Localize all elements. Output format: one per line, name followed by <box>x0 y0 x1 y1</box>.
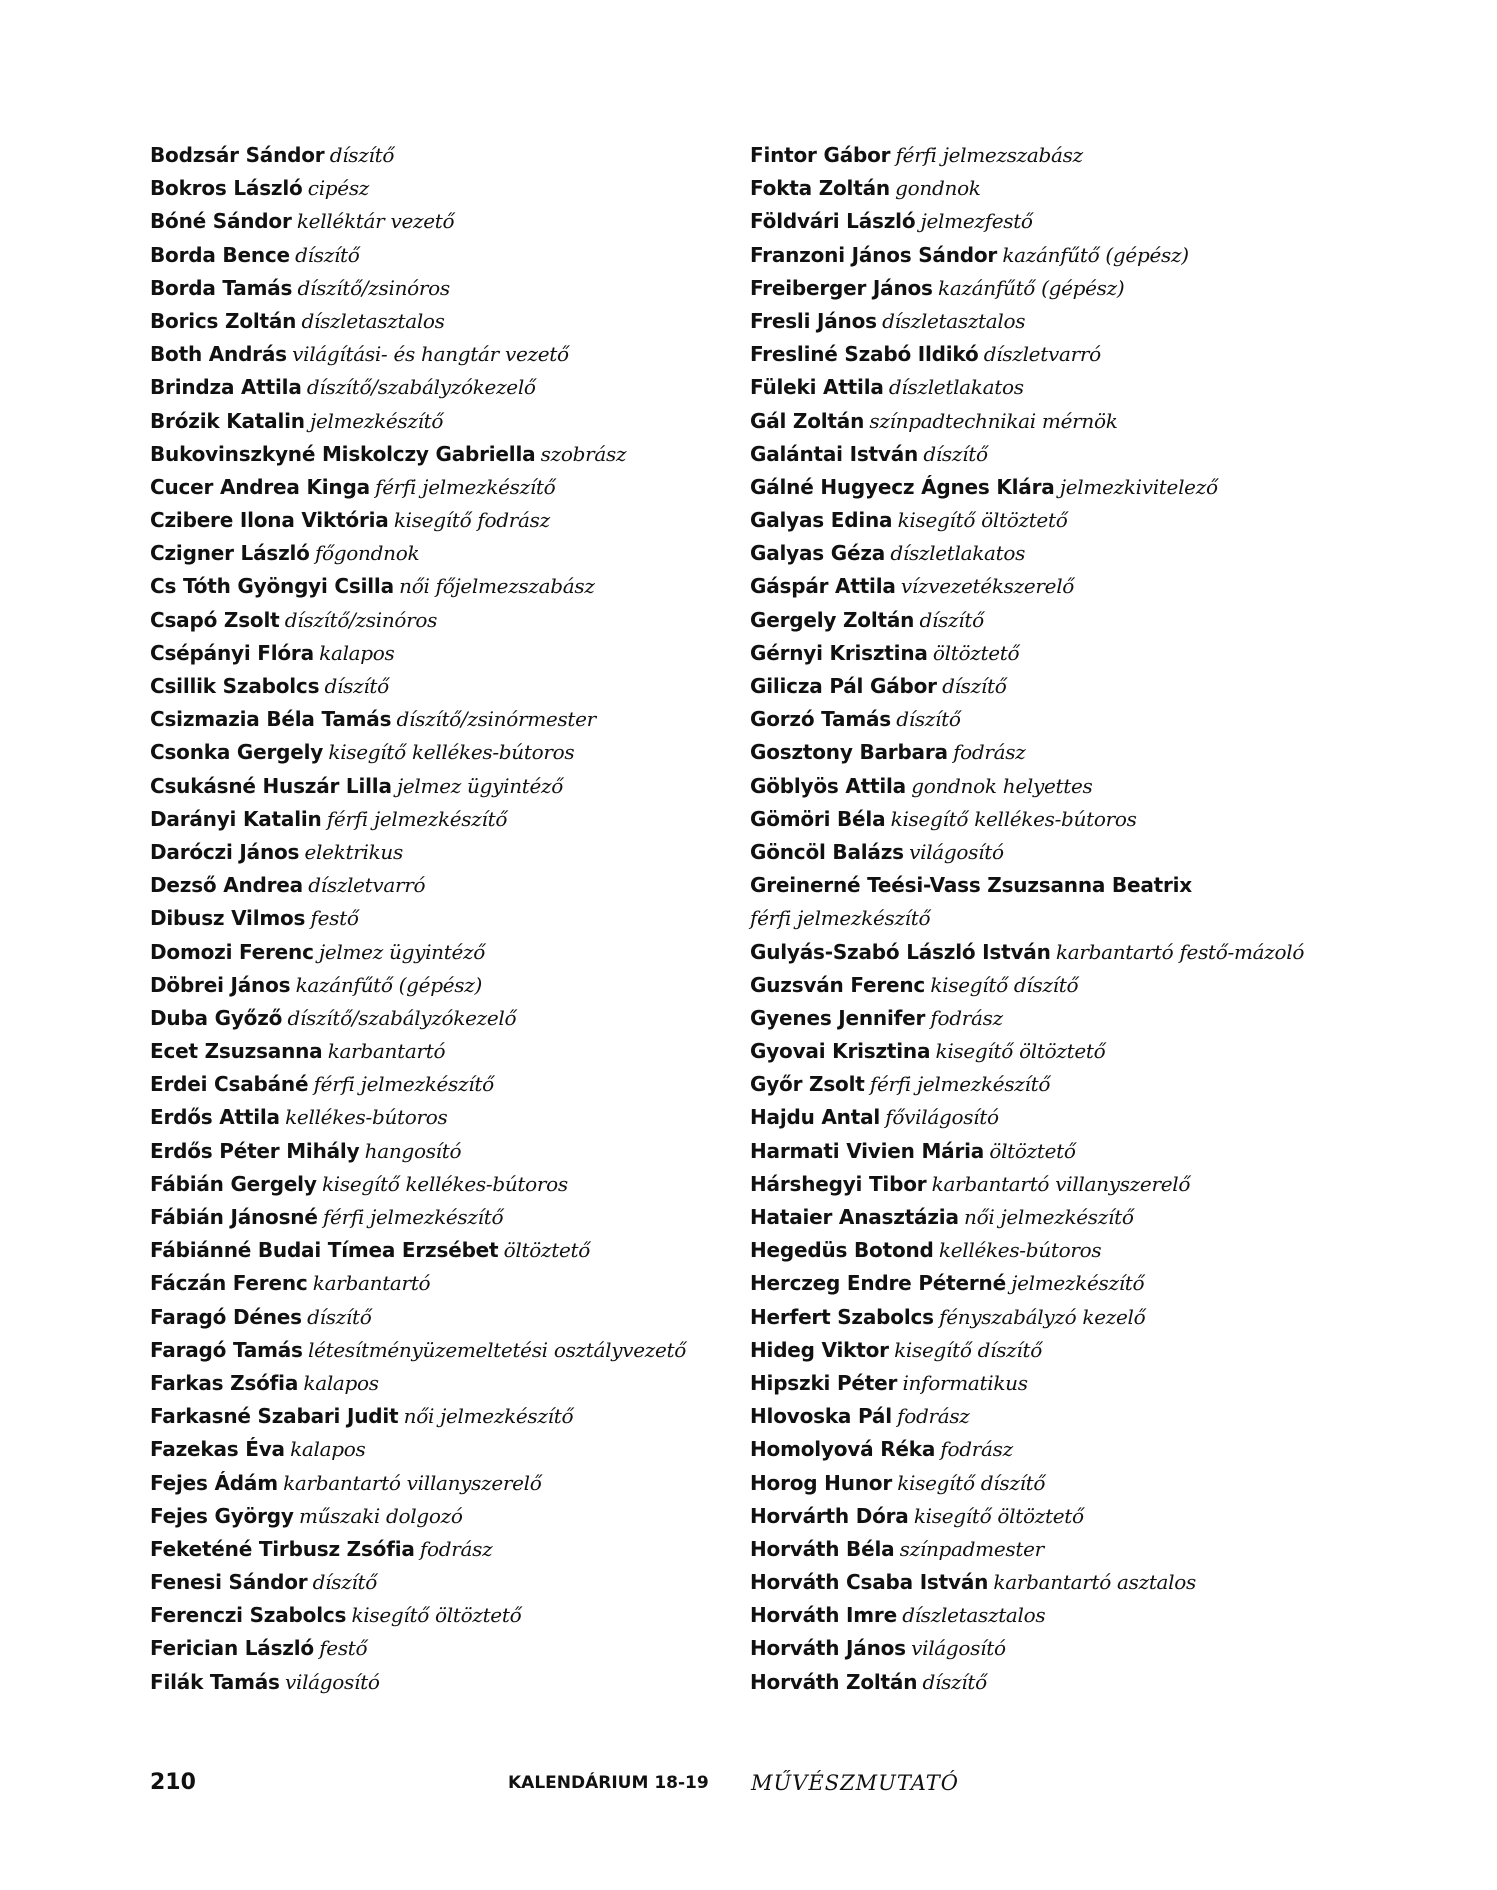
staff-name: Gál Zoltán <box>750 408 865 433</box>
staff-role: létesítményüzemeltetési osztályvezető <box>308 1337 687 1362</box>
staff-role: fodrász <box>953 740 1026 765</box>
staff-entry <box>150 1334 740 1367</box>
staff-entry <box>750 936 1400 969</box>
staff-entry <box>750 869 1400 902</box>
staff-role: díszítő/zsinóros <box>297 275 450 300</box>
staff-role: festő <box>310 906 359 931</box>
staff-name: Galyas Edina <box>750 508 893 533</box>
staff-entry <box>150 239 740 272</box>
staff-entry <box>150 902 740 935</box>
staff-role: karbantartó <box>312 1271 431 1296</box>
staff-role: jelmez ügyintéző <box>318 939 486 964</box>
staff-name: Duba Győző <box>150 1005 283 1030</box>
staff-name: Göncöl Balázs <box>750 839 904 864</box>
staff-role: szobrász <box>540 441 627 466</box>
staff-role: főgondnok <box>314 541 420 566</box>
staff-name: Csukásné Huszár Lilla <box>150 773 392 798</box>
staff-list-left-column <box>150 139 740 1699</box>
staff-name: Ecet Zsuzsanna <box>150 1039 323 1064</box>
staff-entry <box>150 1599 740 1632</box>
staff-entry <box>750 172 1400 205</box>
staff-name: Daróczi János <box>150 839 300 864</box>
staff-name: Dezső Andrea <box>150 873 303 898</box>
staff-role: férfi jelmezkészítő <box>322 1205 504 1229</box>
staff-role: díszítő/zsinóros <box>284 607 438 632</box>
staff-entry <box>150 504 740 537</box>
staff-entry <box>150 1234 740 1267</box>
staff-name: Fazekas Éva <box>150 1437 285 1462</box>
staff-role: karbantartó villanyszerelő <box>283 1470 542 1495</box>
staff-entry <box>150 1367 740 1400</box>
staff-name: Faragó Dénes <box>150 1304 302 1329</box>
staff-role: kisegítő kellékes-bútoros <box>890 806 1137 831</box>
staff-name: Both András <box>150 342 287 367</box>
staff-role: díszítő <box>324 674 389 698</box>
staff-entry <box>750 272 1400 305</box>
staff-entry <box>150 1267 740 1300</box>
staff-name: Domozi Ferenc <box>150 939 314 964</box>
staff-role: jelmez ügyintéző <box>397 773 564 798</box>
staff-role: kisegítő öltöztető <box>351 1603 522 1628</box>
staff-entry <box>150 1135 740 1168</box>
staff-name: Hajdu Antal <box>750 1105 881 1130</box>
staff-name: Bodzsár Sándor <box>150 143 325 167</box>
staff-entry <box>150 1101 740 1134</box>
staff-list-right-column <box>750 139 1400 1699</box>
staff-entry <box>750 1433 1400 1466</box>
staff-name: Bóné Sándor <box>150 209 292 234</box>
staff-role: fényszabályzó kezelő <box>939 1304 1146 1329</box>
staff-role: kellékes-bútoros <box>285 1105 448 1130</box>
staff-entry <box>150 1168 740 1201</box>
staff-entry <box>750 836 1400 869</box>
staff-role: női főjelmezszabász <box>399 574 595 599</box>
staff-name: Hideg Viktor <box>750 1337 889 1362</box>
staff-name: Darányi Katalin <box>150 806 322 831</box>
staff-entry <box>750 1666 1400 1699</box>
staff-entry <box>150 703 740 736</box>
staff-role: fodrász <box>940 1437 1013 1462</box>
staff-name: Guzsván Ferenc <box>750 972 926 997</box>
staff-role: díszítő <box>919 607 984 632</box>
staff-name: Horog Hunor <box>750 1470 892 1495</box>
staff-entry <box>750 405 1400 438</box>
staff-entry <box>150 1533 740 1566</box>
staff-name: Fintor Gábor <box>750 143 891 167</box>
staff-entry <box>750 803 1400 836</box>
staff-name: Czibere Ilona Viktória <box>150 508 389 533</box>
staff-name: Dibusz Vilmos <box>150 906 306 931</box>
staff-name: Gáspár Attila <box>750 574 896 599</box>
staff-role: kelléktár vezető <box>296 209 455 234</box>
staff-role: világítási- és hangtár vezető <box>292 342 569 367</box>
staff-name: Filák Tamás <box>150 1669 280 1694</box>
staff-entry <box>150 1433 740 1466</box>
staff-name: Győr Zsolt <box>750 1072 865 1097</box>
staff-role: fodrász <box>419 1536 493 1561</box>
staff-entry <box>750 1002 1400 1035</box>
staff-entry <box>750 736 1400 769</box>
staff-name: Horváth János <box>750 1636 906 1661</box>
staff-entry <box>150 736 740 769</box>
staff-entry <box>750 703 1400 736</box>
staff-role: díszletlakatos <box>890 541 1026 566</box>
staff-role: férfi jelmezkészítő <box>750 906 931 931</box>
publication-title: KALENDÁRIUM 18-19 <box>508 1773 709 1793</box>
staff-name: Hegedüs Botond <box>750 1238 934 1263</box>
staff-role: díszletlakatos <box>888 375 1024 400</box>
staff-entry <box>750 239 1400 272</box>
staff-name: Hárshegyi Tibor <box>750 1171 927 1196</box>
staff-name: Greinerné Teési-Vass Zsuzsanna Beatrix <box>750 873 1193 898</box>
staff-name: Gosztony Barbara <box>750 740 948 765</box>
staff-entry <box>750 1267 1400 1300</box>
staff-entry <box>750 604 1400 637</box>
staff-role: hangosító <box>364 1138 462 1163</box>
staff-role: kisegítő díszítő <box>897 1470 1046 1495</box>
staff-role: díszítő <box>295 242 360 267</box>
staff-entry <box>150 139 740 172</box>
staff-entry <box>750 1500 1400 1533</box>
staff-entry <box>750 969 1400 1002</box>
staff-entry <box>750 504 1400 537</box>
staff-entry <box>750 371 1400 404</box>
staff-name: Fejes Ádám <box>150 1470 278 1495</box>
staff-role: műszaki dolgozó <box>298 1503 463 1528</box>
staff-entry <box>150 637 740 670</box>
staff-name: Hataier Anasztázia <box>750 1205 959 1229</box>
staff-role: kazánfűtő (gépész) <box>295 972 482 997</box>
staff-name: Gilicza Pál Gábor <box>750 674 937 698</box>
staff-entry <box>150 1301 740 1334</box>
staff-role: öltöztető <box>932 640 1020 665</box>
staff-name: Harmati Vivien Mária <box>750 1138 985 1163</box>
staff-role: férfi jelmezkészítő <box>326 806 508 831</box>
staff-role: kellékes-bútoros <box>938 1238 1102 1263</box>
staff-role: kazánfűtő (gépész) <box>1002 242 1189 267</box>
staff-entry <box>750 1367 1400 1400</box>
staff-role: jelmezfestő <box>920 209 1033 234</box>
staff-name: Horváth Zoltán <box>750 1669 918 1694</box>
staff-name: Borda Tamás <box>150 275 293 300</box>
staff-role: gondnok helyettes <box>911 773 1093 798</box>
staff-role: jelmezkivitelező <box>1059 474 1218 499</box>
staff-role: női jelmezkészítő <box>964 1205 1134 1229</box>
staff-role: férfi jelmezkészítő <box>313 1072 494 1097</box>
staff-entry <box>750 438 1400 471</box>
staff-name: Erdős Attila <box>150 1105 280 1130</box>
staff-name: Horváth Imre <box>750 1603 897 1628</box>
staff-name: Csizmazia Béla Tamás <box>150 707 392 732</box>
staff-role: díszítő <box>329 143 395 167</box>
staff-role: informatikus <box>902 1370 1028 1395</box>
staff-name: Gorzó Tamás <box>750 707 891 732</box>
staff-entry <box>750 1101 1400 1134</box>
staff-entry <box>150 936 740 969</box>
staff-name: Freiberger János <box>750 275 933 300</box>
staff-name: Döbrei János <box>150 972 291 997</box>
staff-name: Fokta Zoltán <box>750 176 890 201</box>
staff-name: Brindza Attila <box>150 375 302 400</box>
staff-role: kisegítő díszítő <box>894 1337 1042 1362</box>
staff-name: Fenesi Sándor <box>150 1570 308 1595</box>
staff-role: fodrász <box>930 1005 1003 1030</box>
staff-role: öltöztető <box>989 1138 1076 1163</box>
staff-name: Gálné Hugyecz Ágnes Klára <box>750 474 1055 499</box>
staff-name: Horváth Béla <box>750 1536 895 1561</box>
staff-entry <box>750 1533 1400 1566</box>
staff-name: Gömöri Béla <box>750 806 886 831</box>
staff-entry <box>150 1666 740 1699</box>
staff-entry <box>150 969 740 1002</box>
staff-entry <box>750 1566 1400 1599</box>
staff-entry <box>150 371 740 404</box>
staff-entry <box>150 770 740 803</box>
staff-entry <box>750 139 1400 172</box>
staff-role: kisegítő kellékes-bútoros <box>328 740 575 765</box>
staff-role: jelmezkészítő <box>310 408 444 433</box>
staff-entry <box>150 803 740 836</box>
staff-role: díszítő <box>896 707 961 732</box>
staff-role: díszletasztalos <box>882 308 1026 333</box>
staff-name: Homolyová Réka <box>750 1437 936 1462</box>
staff-name: Bukovinszkyné Miskolczy Gabriella <box>150 441 536 466</box>
staff-role: karbantartó <box>327 1039 446 1064</box>
staff-entry <box>750 1135 1400 1168</box>
staff-role: kisegítő kellékes-bútoros <box>321 1171 568 1196</box>
staff-entry <box>150 869 740 902</box>
staff-role: díszítő <box>312 1570 378 1595</box>
staff-name: Csapó Zsolt <box>150 607 280 632</box>
staff-name: Ferician László <box>150 1636 314 1661</box>
staff-role: vízvezetékszerelő <box>900 574 1075 599</box>
staff-name: Csépányi Flóra <box>150 640 314 665</box>
staff-name: Borda Bence <box>150 242 290 267</box>
staff-entry <box>750 1035 1400 1068</box>
staff-entry <box>150 438 740 471</box>
staff-name: Csillik Szabolcs <box>150 674 320 698</box>
staff-role: díszítő <box>922 1669 987 1694</box>
staff-entry <box>750 637 1400 670</box>
staff-name: Czigner László <box>150 541 310 566</box>
staff-entry <box>750 1201 1400 1234</box>
staff-entry <box>750 1168 1400 1201</box>
staff-entry <box>150 1467 740 1500</box>
section-title: MŰVÉSZMUTATÓ <box>751 1771 959 1795</box>
staff-entry <box>150 836 740 869</box>
staff-entry <box>150 338 740 371</box>
staff-role: fővilágosító <box>885 1105 999 1130</box>
staff-entry <box>150 570 740 603</box>
staff-name: Hlovoska Pál <box>750 1404 892 1429</box>
staff-role: kisegítő díszítő <box>930 972 1079 997</box>
staff-name: Farkasné Szabari Judit <box>150 1404 399 1429</box>
staff-entry <box>750 1400 1400 1433</box>
staff-role: világosító <box>909 839 1004 864</box>
staff-entry <box>150 1002 740 1035</box>
staff-name: Feketéné Tirbusz Zsófia <box>150 1536 415 1561</box>
staff-entry <box>750 1301 1400 1334</box>
staff-name: Erdős Péter Mihály <box>150 1138 360 1163</box>
staff-entry <box>150 537 740 570</box>
staff-entry <box>750 902 1400 935</box>
staff-entry <box>150 1400 740 1433</box>
staff-role: fodrász <box>897 1404 970 1429</box>
staff-role: férfi jelmezkészítő <box>869 1072 1051 1097</box>
staff-role: színpadtechnikai mérnök <box>869 408 1118 433</box>
page-number: 210 <box>150 1770 196 1795</box>
staff-entry <box>150 205 740 238</box>
staff-name: Csonka Gergely <box>150 740 324 765</box>
staff-entry <box>150 471 740 504</box>
staff-role: gondnok <box>895 176 981 201</box>
staff-entry <box>150 1035 740 1068</box>
staff-name: Gulyás-Szabó László István <box>750 939 1051 964</box>
staff-role: női jelmezkészítő <box>403 1404 574 1429</box>
staff-name: Fábián Jánosné <box>150 1205 318 1229</box>
staff-entry <box>150 604 740 637</box>
staff-role: díszítő/zsinórmester <box>396 707 596 732</box>
staff-role: kisegítő öltöztető <box>913 1503 1084 1528</box>
staff-name: Füleki Attila <box>750 375 884 400</box>
staff-entry <box>150 1500 740 1533</box>
staff-name: Bokros László <box>150 176 303 201</box>
staff-role: díszítő/szabályzókezelő <box>287 1005 517 1030</box>
staff-entry <box>150 670 740 703</box>
staff-entry <box>750 1068 1400 1101</box>
staff-entry <box>150 1068 740 1101</box>
staff-name: Gyovai Krisztina <box>750 1039 931 1064</box>
staff-name: Franzoni János Sándor <box>750 242 998 267</box>
staff-role: díszítő <box>307 1304 372 1329</box>
staff-name: Horváth Csaba István <box>750 1570 989 1595</box>
staff-name: Herfert Szabolcs <box>750 1304 934 1329</box>
staff-entry <box>750 205 1400 238</box>
staff-name: Horvárth Dóra <box>750 1503 909 1528</box>
staff-role: kazánfűtő (gépész) <box>938 275 1125 300</box>
staff-role: öltöztető <box>503 1238 590 1263</box>
staff-role: világosító <box>911 1636 1006 1661</box>
staff-entry <box>150 1632 740 1665</box>
staff-role: kalapos <box>290 1437 366 1462</box>
staff-entry <box>750 770 1400 803</box>
staff-name: Földvári László <box>750 209 916 234</box>
staff-name: Galántai István <box>750 441 919 466</box>
staff-role: kalapos <box>319 640 395 665</box>
staff-entry <box>150 272 740 305</box>
staff-name: Göblyös Attila <box>750 773 906 798</box>
staff-name: Fáczán Ferenc <box>150 1271 308 1296</box>
staff-name: Ferenczi Szabolcs <box>150 1603 347 1628</box>
staff-role: díszítő <box>942 674 1007 698</box>
staff-role: jelmezkészítő <box>1011 1271 1145 1296</box>
staff-name: Galyas Géza <box>750 541 886 566</box>
staff-entry <box>750 1467 1400 1500</box>
staff-entry <box>150 1566 740 1599</box>
staff-entry <box>150 1201 740 1234</box>
staff-role: elektrikus <box>304 839 403 864</box>
staff-role: kisegítő öltöztető <box>935 1039 1106 1064</box>
staff-entry <box>150 172 740 205</box>
staff-name: Cs Tóth Gyöngyi Csilla <box>150 574 394 599</box>
staff-role: kalapos <box>303 1370 379 1395</box>
staff-entry <box>750 1334 1400 1367</box>
staff-entry <box>750 1234 1400 1267</box>
staff-entry <box>750 670 1400 703</box>
staff-name: Gérnyi Krisztina <box>750 640 928 665</box>
staff-role: díszletvarró <box>983 342 1101 367</box>
staff-entry <box>750 537 1400 570</box>
staff-role: férfi jelmezszabász <box>895 143 1083 167</box>
staff-entry <box>750 570 1400 603</box>
staff-name: Farkas Zsófia <box>150 1370 299 1395</box>
staff-role: kisegítő fodrász <box>393 508 550 533</box>
staff-role: világosító <box>284 1669 380 1694</box>
staff-name: Fresli János <box>750 308 877 333</box>
staff-entry <box>150 305 740 338</box>
staff-role: díszletasztalos <box>301 308 445 333</box>
staff-name: Gyenes Jennifer <box>750 1005 926 1030</box>
staff-role: díszítő <box>923 441 988 466</box>
staff-role: karbantartó festő-mázoló <box>1055 939 1305 964</box>
staff-name: Herczeg Endre Péterné <box>750 1271 1006 1296</box>
staff-entry <box>750 338 1400 371</box>
staff-name: Faragó Tamás <box>150 1337 303 1362</box>
staff-role: kisegítő öltöztető <box>897 508 1068 533</box>
staff-entry <box>750 305 1400 338</box>
staff-role: férfi jelmezkészítő <box>375 474 556 499</box>
staff-name: Borics Zoltán <box>150 308 297 333</box>
staff-role: festő <box>319 1636 368 1661</box>
staff-role: díszítő/szabályzókezelő <box>306 375 536 400</box>
staff-role: díszletvarró <box>308 873 426 898</box>
staff-name: Fábián Gergely <box>150 1171 317 1196</box>
staff-name: Fábiánné Budai Tímea Erzsébet <box>150 1238 499 1263</box>
staff-role: cipész <box>307 176 370 201</box>
staff-name: Erdei Csabáné <box>150 1072 309 1097</box>
staff-role: díszletasztalos <box>902 1603 1046 1628</box>
staff-entry <box>150 405 740 438</box>
staff-role: karbantartó asztalos <box>993 1570 1196 1595</box>
staff-role: színpadmester <box>899 1536 1044 1561</box>
staff-entry <box>750 471 1400 504</box>
staff-name: Hipszki Péter <box>750 1370 898 1395</box>
staff-name: Fresliné Szabó Ildikó <box>750 342 979 367</box>
staff-entry <box>750 1632 1400 1665</box>
staff-entry <box>750 1599 1400 1632</box>
staff-name: Fejes György <box>150 1503 294 1528</box>
staff-name: Gergely Zoltán <box>750 607 915 632</box>
staff-name: Cucer Andrea Kinga <box>150 474 370 499</box>
staff-role: karbantartó villanyszerelő <box>931 1171 1191 1196</box>
staff-name: Brózik Katalin <box>150 408 305 433</box>
